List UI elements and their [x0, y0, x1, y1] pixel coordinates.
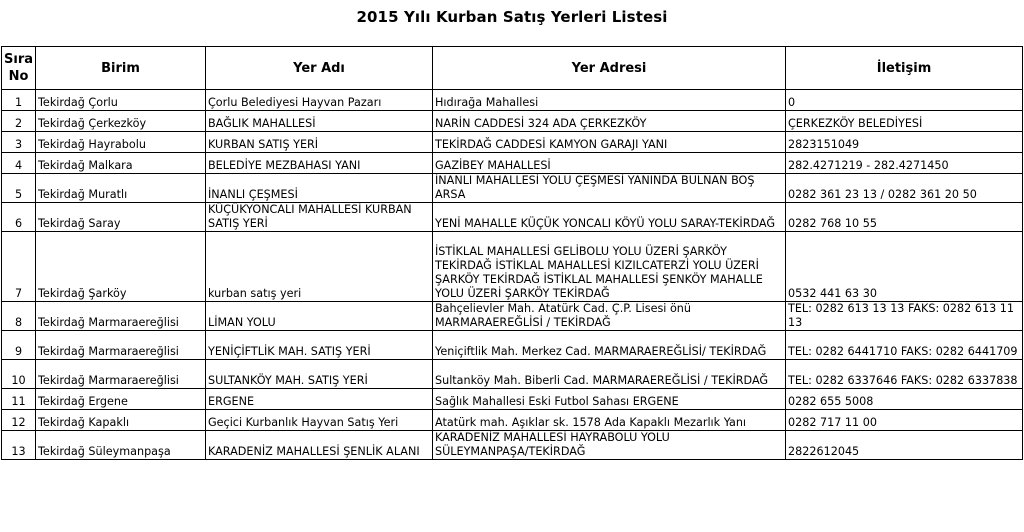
cell-no: 10: [2, 360, 36, 389]
cell-contact: 2822612045: [786, 431, 1023, 460]
header-place: Yer Adı: [206, 47, 433, 90]
table-row: [2, 389, 1023, 410]
cell-unit: Tekirdağ Çerkezköy: [36, 111, 206, 132]
header-contact: İletişim: [786, 47, 1023, 90]
cell-unit: Tekirdağ Çorlu: [36, 90, 206, 111]
table-row: [2, 111, 1023, 132]
table-row: [2, 203, 1023, 232]
table-row: [2, 410, 1023, 431]
table-row: [2, 153, 1023, 174]
table-row: [2, 302, 1023, 331]
cell-place: kurban satış yeri: [206, 232, 433, 302]
cell-address: Sağlık Mahallesi Eski Futbol Sahası ERGENE: [433, 389, 786, 410]
cell-no: 5: [2, 174, 36, 203]
cell-address: Atatürk mah. Aşıklar sk. 1578 Ada Kapaklı Mezarlık Yanı: [433, 410, 786, 431]
cell-no: 12: [2, 410, 36, 431]
cell-place: YENİÇİFTLİK MAH. SATIŞ YERİ: [206, 331, 433, 360]
cell-no: 1: [2, 90, 36, 111]
cell-unit: Tekirdağ Kapaklı: [36, 410, 206, 431]
cell-address: Hıdırağa Mahallesi: [433, 90, 786, 111]
cell-place: Çorlu Belediyesi Hayvan Pazarı: [206, 90, 433, 111]
cell-address: NARİN CADDESİ 324 ADA ÇERKEZKÖY: [433, 111, 786, 132]
cell-contact: ÇERKEZKÖY BELEDİYESİ: [786, 111, 1023, 132]
cell-unit: Tekirdağ Marmaraereğlisi: [36, 331, 206, 360]
cell-place: BELEDİYE MEZBAHASI YANI: [206, 153, 433, 174]
cell-contact: 0282 768 10 55: [786, 203, 1023, 232]
cell-place: LİMAN YOLU: [206, 302, 433, 331]
cell-place: BAĞLIK MAHALLESİ: [206, 111, 433, 132]
cell-no: 3: [2, 132, 36, 153]
cell-place: Geçici Kurbanlık Hayvan Satış Yeri: [206, 410, 433, 431]
cell-no: 4: [2, 153, 36, 174]
cell-address: KARADENİZ MAHALLESİ HAYRABOLU YOLU SÜLEYMANPAŞA/TEKİRDAĞ: [433, 431, 786, 460]
cell-place: ERGENE: [206, 389, 433, 410]
cell-contact: 0282 361 23 13 / 0282 361 20 50: [786, 174, 1023, 203]
header-row: [2, 47, 1023, 90]
cell-address: Sultanköy Mah. Biberli Cad. MARMARAEREĞLİSİ / TEKİRDAĞ: [433, 360, 786, 389]
cell-address: TEKİRDAĞ CADDESİ KAMYON GARAJI YANI: [433, 132, 786, 153]
cell-address: Yeniçiftlik Mah. Merkez Cad. MARMARAEREĞLİSİ/ TEKİRDAĞ: [433, 331, 786, 360]
cell-no: 8: [2, 302, 36, 331]
cell-address: Bahçelievler Mah. Atatürk Cad. Ç.P. Lisesi önü MARMARAEREĞLİSİ / TEKİRDAĞ: [433, 302, 786, 331]
sales-locations-table: [1, 46, 1023, 460]
table-row: [2, 232, 1023, 302]
cell-address: YENİ MAHALLE KÜÇÜK YONCALI KÖYÜ YOLU SARAY-TEKİRDAĞ: [433, 203, 786, 232]
cell-unit: Tekirdağ Şarköy: [36, 232, 206, 302]
header-no-line2: No: [8, 69, 29, 84]
table-row: [2, 360, 1023, 389]
cell-no: 6: [2, 203, 36, 232]
cell-contact: 282.4271219 - 282.4271450: [786, 153, 1023, 174]
cell-contact: TEL: 0282 6441710 FAKS: 0282 6441709: [786, 331, 1023, 360]
table-row: [2, 90, 1023, 111]
cell-unit: Tekirdağ Malkara: [36, 153, 206, 174]
cell-unit: Tekirdağ Hayrabolu: [36, 132, 206, 153]
header-no-line1: Sıra: [4, 52, 34, 67]
cell-unit: Tekirdağ Marmaraereğlisi: [36, 360, 206, 389]
table-row: [2, 431, 1023, 460]
cell-no: 2: [2, 111, 36, 132]
page-title: 2015 Yılı Kurban Satış Yerleri Listesi: [356, 8, 668, 26]
cell-address: GAZİBEY MAHALLESİ: [433, 153, 786, 174]
cell-place: KÜÇÜKYONCALI MAHALLESİ KURBAN SATIŞ YERİ: [206, 203, 433, 232]
cell-address: İNANLI MAHALLESİ YOLU ÇEŞMESİ YANINDA BULNAN BOŞ ARSA: [433, 174, 786, 203]
cell-unit: Tekirdağ Süleymanpaşa: [36, 431, 206, 460]
cell-contact: 0: [786, 90, 1023, 111]
cell-contact: 0282 717 11 00: [786, 410, 1023, 431]
cell-no: 9: [2, 331, 36, 360]
cell-contact: TEL: 0282 613 13 13 FAKS: 0282 613 11 13: [786, 302, 1023, 331]
cell-unit: Tekirdağ Ergene: [36, 389, 206, 410]
cell-unit: Tekirdağ Marmaraereğlisi: [36, 302, 206, 331]
table-row: [2, 174, 1023, 203]
cell-address: İSTİKLAL MAHALLESİ GELİBOLU YOLU ÜZERİ ŞARKÖY TEKİRDAĞ İSTİKLAL MAHALLESİ KIZILCATERZİ YOLU ÜZERİ ŞARKÖY TEKİRDAĞ İSTİKLAL MAHALLESİ ŞENKÖY MAHALLE YOLU ÜZERİ ŞARKÖY TEKİRDAĞ: [433, 232, 786, 302]
cell-place: İNANLI ÇEŞMESİ: [206, 174, 433, 203]
cell-unit: Tekirdağ Muratlı: [36, 174, 206, 203]
cell-contact: 0532 441 63 30: [786, 232, 1023, 302]
cell-place: SULTANKÖY MAH. SATIŞ YERİ: [206, 360, 433, 389]
cell-unit: Tekirdağ Saray: [36, 203, 206, 232]
cell-contact: 0282 655 5008: [786, 389, 1023, 410]
cell-place: KURBAN SATIŞ YERİ: [206, 132, 433, 153]
cell-no: 13: [2, 431, 36, 460]
table-row: [2, 132, 1023, 153]
cell-no: 11: [2, 389, 36, 410]
cell-place: KARADENİZ MAHALLESİ ŞENLİK ALANI: [206, 431, 433, 460]
table-row: [2, 331, 1023, 360]
cell-contact: 2823151049: [786, 132, 1023, 153]
header-address: Yer Adresi: [433, 47, 786, 90]
header-no: [2, 47, 36, 90]
cell-contact: TEL: 0282 6337646 FAKS: 0282 6337838: [786, 360, 1023, 389]
header-unit: Birim: [36, 47, 206, 90]
cell-no: 7: [2, 232, 36, 302]
